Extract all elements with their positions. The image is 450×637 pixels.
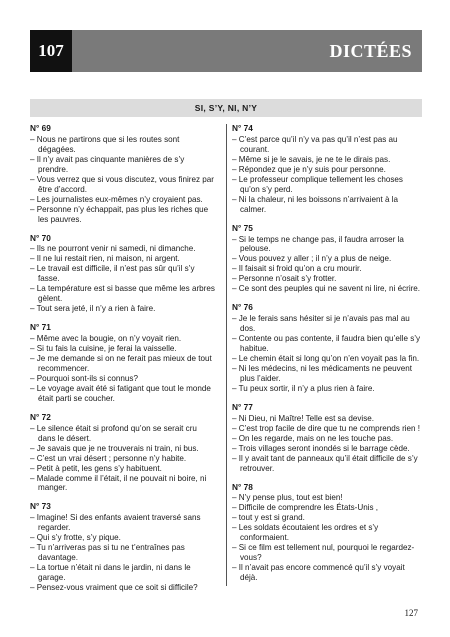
dictation-sentence: – Les soldats écoutaient les ordres et s’y conformaient. (232, 523, 379, 543)
dictation-sentence: – tout y est si grand. (232, 513, 305, 523)
left-column (30, 124, 215, 602)
dictation-sentence: – Il ne lui restait rien, ni maison, ni argent. (30, 254, 180, 264)
dictation-sentence: – Personne n’osait s’y frotter. (232, 274, 337, 284)
dictation-sentence: – La tortue n’était ni dans le jardin, ni dans le garage. (30, 563, 191, 583)
dictation-sentence: – Le professeur complique tellement les choses qu’on s’y perd. (232, 174, 403, 194)
dictation-sentence: – Le chemin était si long qu’on n’en voyait pas la fin. (232, 354, 420, 364)
exercise-number: N° 76 (232, 302, 253, 313)
right-column (232, 124, 424, 592)
dictation-sentence: – Si tu fais la cuisine, je ferai la vaisselle. (30, 344, 177, 354)
dictation-exercise (30, 323, 215, 404)
dictation-sentence: – Tout sera jeté, il n’y a rien à faire. (30, 304, 156, 314)
dictation-exercise (30, 234, 215, 315)
dictation-sentence: – Le travail est difficile, il n’est pas sûr qu’il s’y fasse. (30, 264, 195, 284)
dictation-sentence: – Il y avait tant de panneaux qu’il était difficile de s’y retrouver. (232, 453, 418, 473)
dictation-sentence: – Tu peux sortir, il n’y a plus rien à faire. (232, 383, 375, 393)
exercise-number: N° 71 (30, 322, 51, 333)
dictation-sentence: – Même si je le savais, je ne te le dirais pas. (232, 154, 391, 164)
dictation-sentence: – Ni les médecins, ni les médicaments ne peuvent plus l’aider. (232, 363, 412, 383)
exercise-number: N° 73 (30, 501, 51, 512)
dictation-sentence: – Il n’avait pas encore commencé qu’il s’y voyait déjà. (232, 563, 405, 583)
column-divider (226, 124, 227, 586)
dictation-sentence: – Qui s’y frotte, s’y pique. (30, 533, 121, 543)
exercise-number: N° 74 (232, 123, 253, 133)
dictation-sentence: – La température est si basse que même les arbres gèlent. (30, 284, 215, 304)
dictation-sentence: – Il n’y avait pas cinquante manières de s’y prendre. (30, 154, 185, 174)
dictation-sentence: – Si ce film est tellement nul, pourquoi le regardez-vous? (232, 543, 415, 563)
dictation-sentence: – C’est parce qu’il n’y va pas qu’il n’est pas au courant. (232, 134, 398, 154)
dictation-sentence: – Ce sont des peuples qui ne savent ni lire, ni écrire. (232, 284, 421, 294)
exercise-number: N° 69 (30, 123, 51, 133)
dictation-sentence: – Pensez-vous vraiment que ce soit si difficile? (30, 583, 198, 593)
dictation-sentence: – Ils ne pourront venir ni samedi, ni dimanche. (30, 244, 196, 254)
exercise-number: N° 78 (232, 481, 253, 492)
dictation-exercise (232, 483, 424, 584)
dictation-exercise (232, 303, 424, 394)
dictation-sentence: – Le silence était si profond qu’on se serait cru dans le désert. (30, 423, 197, 443)
dictation-sentence: – Tu n’arriveras pas si tu ne t’entraînes pas davantage. (30, 543, 185, 563)
dictation-sentence: – Malade comme il l’était, il ne pouvait ni boire, ni manger. (30, 473, 207, 493)
dictation-sentence: – Je me demande si on ne ferait pas mieux de tout recommencer. (30, 354, 212, 373)
dictation-sentence: – Vous verrez que si vous discutez, vous finirez par être d’accord. (30, 174, 214, 194)
dictation-sentence: – C’est un vrai désert ; personne n’y habite. (30, 453, 187, 463)
section-title: SI, S’Y, NI, N’Y (30, 99, 422, 117)
dictation-exercise (30, 502, 215, 593)
dictation-sentence: – Petit à petit, les gens s’y habituent. (30, 463, 162, 473)
dictation-sentence: – Si le temps ne change pas, il faudra arroser la pelouse. (232, 234, 404, 254)
dictation-sentence: – Pourquoi sont-ils si connus? (30, 373, 138, 383)
dictation-sentence: – Même avec la bougie, on n’y voyait rien. (30, 334, 182, 344)
dictation-sentence: – Les journalistes eux-mêmes n’y croyaient pas. (30, 194, 203, 204)
page-number: 127 (404, 608, 418, 618)
exercise-number: N° 77 (232, 401, 253, 412)
exercise-number: N° 75 (232, 222, 253, 233)
dictation-sentence: – Personne n’y échappait, pas plus les riches que les pauvres. (30, 204, 209, 224)
dictation-sentence: – Nous ne partirons que si les routes sont dégagées. (30, 134, 180, 154)
dictation-sentence: – Imagine! Si des enfants avaient traversé sans regarder. (30, 513, 201, 533)
exercise-number: N° 70 (30, 232, 51, 243)
dictation-sentence: – C’est trop facile de dire que tu ne comprends rien ! (232, 423, 421, 433)
dictation-sentence: – Difficile de comprendre les États-Unis , (232, 503, 379, 513)
chapter-header (30, 30, 422, 72)
dictation-exercise (30, 124, 215, 225)
dictation-sentence: – Je savais que je ne trouverais ni train, ni bus. (30, 443, 199, 453)
dictation-exercise (30, 413, 215, 494)
dictation-sentence: – Je le ferais sans hésiter si je n’avais pas mal au dos. (232, 314, 410, 334)
chapter-title: DICTÉES (329, 40, 412, 61)
dictation-sentence: – Ni la chaleur, ni les boissons n’arrivaient à la calmer. (232, 194, 399, 214)
dictation-sentence: – Contente ou pas contente, il faudra bien qu’elle s’y habitue. (232, 334, 421, 354)
exercise-number: N° 72 (30, 411, 51, 422)
dictation-sentence: – Il faisait si froid qu’on a cru mourir. (232, 264, 362, 274)
dictation-exercise (232, 403, 424, 474)
dictation-sentence: – N’y pense plus, tout est bien! (232, 493, 343, 503)
chapter-number: 107 (30, 30, 72, 72)
dictation-sentence: – Ni Dieu, ni Maître! Telle est sa devise. (232, 413, 375, 423)
dictation-sentence: – Le voyage avait été si fatigant que tout le monde était parti se coucher. (30, 383, 211, 403)
dictation-exercise (232, 124, 424, 215)
dictation-sentence: – Trois villages seront inondés si le barrage cède. (232, 443, 410, 453)
dictation-sentence: – Vous pouvez y aller ; il n’y a plus de neige. (232, 254, 392, 264)
dictation-sentence: – Répondez que je n’y suis pour personne. (232, 164, 386, 174)
dictation-sentence: – On les regarde, mais on ne les touche pas. (232, 433, 394, 443)
dictation-exercise (232, 224, 424, 295)
